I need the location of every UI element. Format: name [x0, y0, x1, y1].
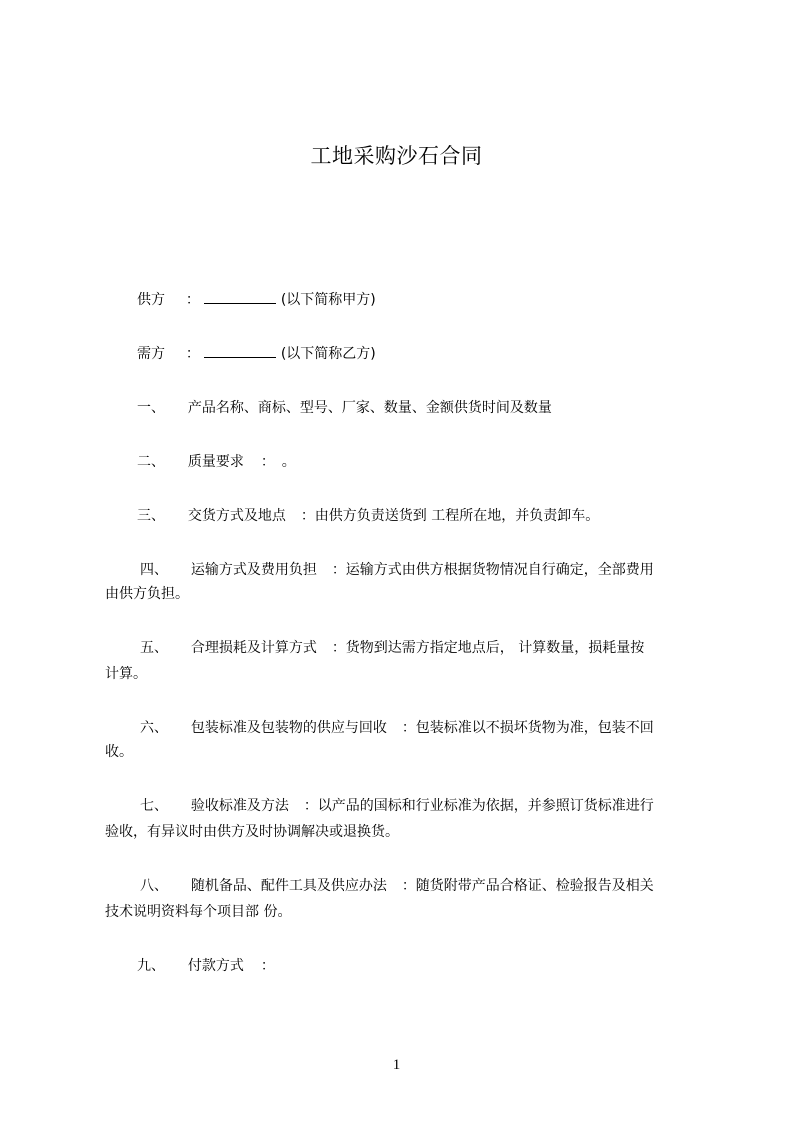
clause-4-continuation: 由供方负担。: [105, 586, 189, 602]
clause-text: ：货物到达需方指定地点后， 计算数量，损耗量按: [331, 640, 645, 656]
page-number: 1: [392, 1057, 401, 1073]
clause-number: 九、: [137, 958, 165, 974]
clause-heading: 验收标准及方法: [190, 798, 289, 814]
buyer-suffix: (以下简称乙方): [280, 346, 376, 362]
clause-7-continuation: 验收，有异议时由供方及时协调解决或退换货。: [105, 824, 399, 840]
clause-text: ：运输方式由供方根据货物情况自行确定，全部费用: [331, 562, 654, 578]
clause-text: ：包装标准以不损坏货物为准，包装不回: [401, 720, 654, 736]
clause-number: 六、: [140, 720, 168, 736]
clause-heading: 合理损耗及计算方式: [190, 640, 317, 656]
clause-5: [140, 634, 740, 662]
clause-heading: 运输方式及费用负担: [190, 562, 317, 578]
buyer-name-blank: [204, 341, 276, 358]
clause-heading: 付款方式: [187, 958, 244, 974]
clause-5-continuation: 计算。: [105, 666, 147, 682]
document-title: 工地采购沙石合同: [310, 144, 483, 168]
buyer-line: [137, 340, 737, 368]
clause-number: 五、: [140, 640, 168, 656]
supplier-colon: ：: [185, 292, 200, 308]
clause-text: ：: [260, 958, 275, 974]
clause-number: 四、: [140, 562, 168, 578]
clause-heading: 质量要求: [187, 454, 244, 470]
clause-8: [140, 872, 740, 900]
clause-heading: 交货方式及地点: [187, 508, 286, 524]
clause-number: 三、: [137, 508, 165, 524]
clause-heading: 产品名称、商标、型号、厂家、数量、金额供货时间及数量: [187, 400, 552, 416]
clause-number: 八、: [140, 878, 168, 894]
clause-number: 二、: [137, 454, 165, 470]
clause-heading: 包装标准及包装物的供应与回收: [190, 720, 387, 736]
clause-8-continuation: 技术说明资料每个项目部 份。: [105, 904, 292, 920]
clause-7: [140, 792, 740, 820]
clause-text: ： 。: [260, 454, 296, 470]
clause-number: 七、: [140, 798, 168, 814]
clause-text: ：以产品的国标和行业标准为依据，并参照订货标准进行: [303, 798, 654, 814]
clause-9: [137, 952, 737, 980]
supplier-suffix: (以下简称甲方): [280, 292, 376, 308]
clause-2: [137, 448, 737, 476]
supplier-line: [137, 286, 737, 314]
clause-text: ：随货附带产品合格证、检验报告及相关: [401, 878, 654, 894]
supplier-name-blank: [204, 287, 276, 304]
buyer-colon: ：: [185, 346, 200, 362]
supplier-label: 供方: [137, 292, 165, 308]
clause-1: [137, 394, 737, 422]
clause-6-continuation: 收。: [105, 744, 133, 760]
clause-number: 一、: [137, 400, 165, 416]
clause-heading: 随机备品、配件工具及供应办法: [190, 878, 387, 894]
buyer-label: 需方: [137, 346, 165, 362]
clause-3: [137, 502, 737, 530]
clause-text: ：由供方负责送货到 工程所在地，并负责卸车。: [300, 508, 600, 524]
